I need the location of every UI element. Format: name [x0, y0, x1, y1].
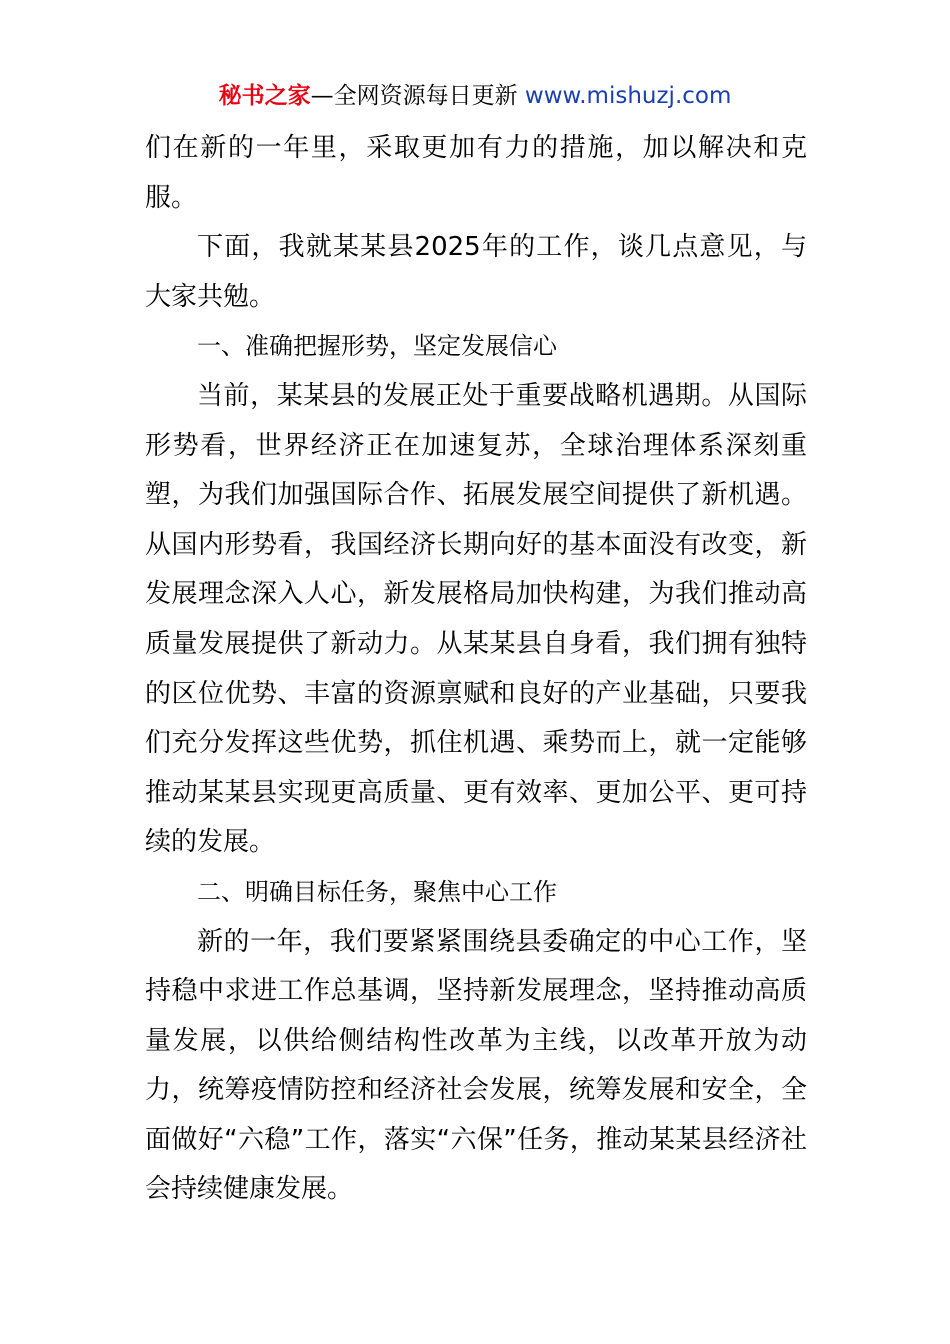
paragraph: 当前，某某县的发展正处于重要战略机遇期。从国际形势看，世界经济正在加速复苏，全球治理体系深刻重塑，为我们加强国际合作、拓展发展空间提供了新机遇。从国内形势看，我国经济长期向好的基本面没有改变，新发展理念深入人心，新发展格局加快构建，为我们推动高质量发展提供了新动力。从某某县自身看，我们拥有独特的区位优势、丰富的资源禀赋和良好的产业基础，只要我们充分发挥这些优势，抓住机遇、乘势而上，就一定能够推动某某县实现更高质量、更有效率、更加公平、更可持续的发展。: [145, 380, 807, 858]
site-url-link[interactable]: www.mishuzj.com: [524, 83, 732, 109]
site-header: [0, 78, 950, 114]
paragraph: 下面，我就某某县2025年的工作，谈几点意见，与大家共勉。: [145, 232, 807, 312]
section-heading-2: 二、明确目标任务，聚焦中心工作: [197, 877, 557, 906]
document-body: [145, 124, 807, 1215]
site-brand: 秘书之家: [218, 83, 311, 109]
paragraph-continuation: 们在新的一年里，采取更加有力的措施，加以解决和克服。: [145, 133, 807, 213]
section-heading-1: 一、准确把握形势，坚定发展信心: [197, 332, 557, 361]
site-tagline: —全网资源每日更新: [310, 83, 518, 109]
paragraph: 新的一年，我们要紧紧围绕县委确定的中心工作，坚持稳中求进工作总基调，坚持新发展理念，坚持推动高质量发展，以供给侧结构性改革为主线，以改革开放为动力，统筹疫情防控和经济社会发展，统筹发展和安全，全面做好“六稳”工作，落实“六保”任务，推动某某县经济社会持续健康发展。: [145, 926, 807, 1205]
